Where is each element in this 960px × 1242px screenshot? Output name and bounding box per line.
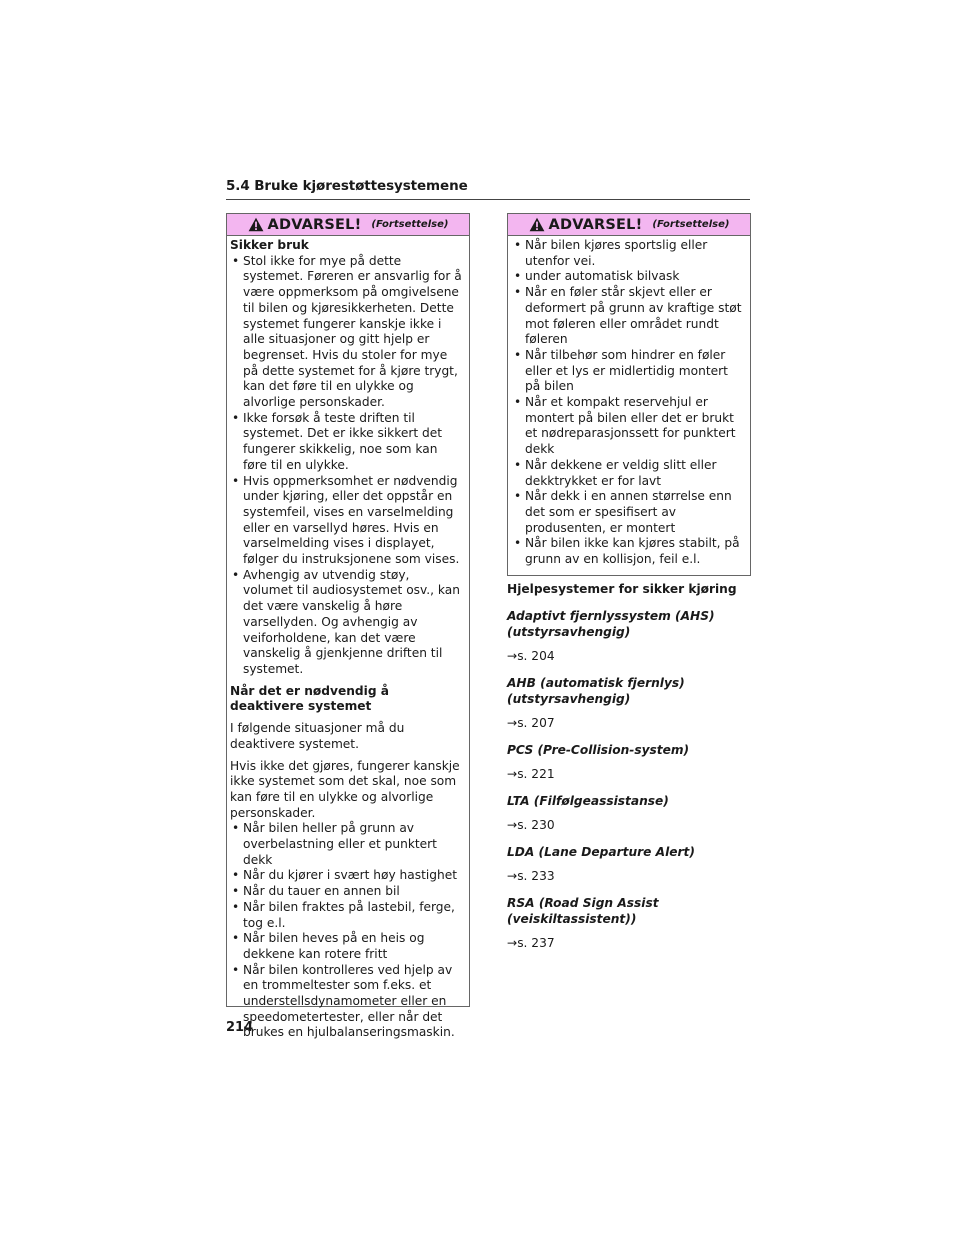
warning-header xyxy=(227,214,469,236)
system-title-rsa: RSA (Road Sign Assist (veiskiltassistent)) xyxy=(507,896,659,926)
safe-use-heading: Sikker bruk xyxy=(230,238,309,252)
system-title-lda: LDA (Lane Departure Alert) xyxy=(507,845,695,859)
warning-triangle-icon xyxy=(248,217,264,232)
list-item: • Når du tauer en annen bil xyxy=(230,884,463,900)
page-ref-link[interactable]: →s. 221 xyxy=(507,767,555,781)
list-item: • Når bilen kjøres sportslig eller utenfor vei. xyxy=(512,238,744,269)
deactivate-intro: I følgende situasjoner må du deaktivere systemet. xyxy=(230,721,405,751)
warning-triangle-icon xyxy=(529,217,545,232)
list-item: • Når bilen fraktes på lastebil, ferge, tog e.l. xyxy=(230,900,463,931)
system-title-ahs: Adaptivt fjernlyssystem (AHS) (utstyrsavhengig) xyxy=(507,609,715,639)
system-title-pcs: PCS (Pre-Collision-system) xyxy=(507,743,690,757)
warning-title: ADVARSEL! xyxy=(267,216,362,233)
warning-body xyxy=(508,236,750,578)
list-item: • Når en føler står skjevt eller er deformert på grunn av kraftige støt mot føleren eller området rundt føleren xyxy=(512,285,744,348)
system-title-lta: LTA (Filfølgeassistanse) xyxy=(507,794,669,808)
deactivate-list xyxy=(230,821,463,1041)
warning-box-right xyxy=(507,213,751,576)
page-ref-link[interactable]: →s. 233 xyxy=(507,869,555,883)
deactivate-heading: Når det er nødvendig å deaktivere systemet xyxy=(230,683,390,714)
warning-body xyxy=(227,236,469,1051)
list-item: • Når bilen heves på en heis og dekkene kan rotere fritt xyxy=(230,931,463,962)
list-item: • Hvis oppmerksomhet er nødvendig under kjøring, eller det oppstår en systemfeil, vises en varselmelding eller en varsellyd høres. Hvis en varselmelding vises i displayet, følger du instruksjonene som vises. xyxy=(230,474,463,568)
warning-continued: (Fortsettelse) xyxy=(371,219,449,230)
system-title-ahb: AHB (automatisk fjernlys) (utstyrsavhengig) xyxy=(507,676,685,706)
page-ref-link[interactable]: →s. 207 xyxy=(507,716,555,730)
help-systems-heading: Hjelpesystemer for sikker kjøring xyxy=(507,582,737,596)
page-ref-link[interactable]: →s. 237 xyxy=(507,936,555,950)
list-item: • Når tilbehør som hindrer en føler eller et lys er midlertidig montert på bilen xyxy=(512,348,744,395)
list-item: • Når bilen kontrolleres ved hjelp av en trommeltester som f.eks. et understellsdynamometer eller en speedometertester, eller når det brukes en hjulbalanseringsmaskin. xyxy=(230,963,463,1042)
deactivate-list-continued xyxy=(512,238,744,568)
list-item: • Ikke forsøk å teste driften til systemet. Det er ikke sikkert det fungerer skikkelig, noe som kan føre til en ulykke. xyxy=(230,411,463,474)
list-item: • Når du kjører i svært høy hastighet xyxy=(230,868,463,884)
page-number: 214 xyxy=(226,1020,254,1035)
list-item: • Avhengig av utvendig støy, volumet til audiosystemet osv., kan det være vanskelig å høre varsellyden. Og avhengig av veiforholdene, kan det være vanskelig å gjenkjenne driften til systemet. xyxy=(230,568,463,678)
list-item: • Når bilen heller på grunn av overbelastning eller et punktert dekk xyxy=(230,821,463,868)
header-divider xyxy=(226,199,750,200)
warning-header xyxy=(508,214,750,236)
help-systems-section xyxy=(507,582,751,950)
safe-use-list xyxy=(230,254,463,678)
deactivate-warning: Hvis ikke det gjøres, fungerer kanskje ikke systemet som det skal, noe som kan føre til en ulykke og alvorlige personskader. xyxy=(230,758,460,820)
page-ref-link[interactable]: →s. 204 xyxy=(507,649,555,663)
warning-continued: (Fortsettelse) xyxy=(652,219,730,230)
list-item: • Når bilen ikke kan kjøres stabilt, på grunn av en kollisjon, feil e.l. xyxy=(512,536,744,567)
page-ref-link[interactable]: →s. 230 xyxy=(507,818,555,832)
list-item: • Når dekk i en annen størrelse enn det som er spesifisert av produsenten, er montert xyxy=(512,489,744,536)
section-header-title: 5.4 Bruke kjørestøttesystemene xyxy=(226,178,468,194)
list-item: • Når dekkene er veldig slitt eller dekktrykket er for lavt xyxy=(512,458,744,489)
list-item: • Stol ikke for mye på dette systemet. Føreren er ansvarlig for å være oppmerksom på omgivelsene til bilen og kjøresikkerheten. Dette systemet fungerer kanskje ikke i alle situasjoner og gitt hjelp er begrenset. Hvis du stoler for mye på dette systemet for å kjøre trygt, kan det føre til en ulykke og alvorlige personskader. xyxy=(230,254,463,411)
warning-title: ADVARSEL! xyxy=(548,216,643,233)
list-item: • under automatisk bilvask xyxy=(512,269,744,285)
list-item: • Når et kompakt reservehjul er montert på bilen eller det er brukt et nødreparasjonssett for punktert dekk xyxy=(512,395,744,458)
